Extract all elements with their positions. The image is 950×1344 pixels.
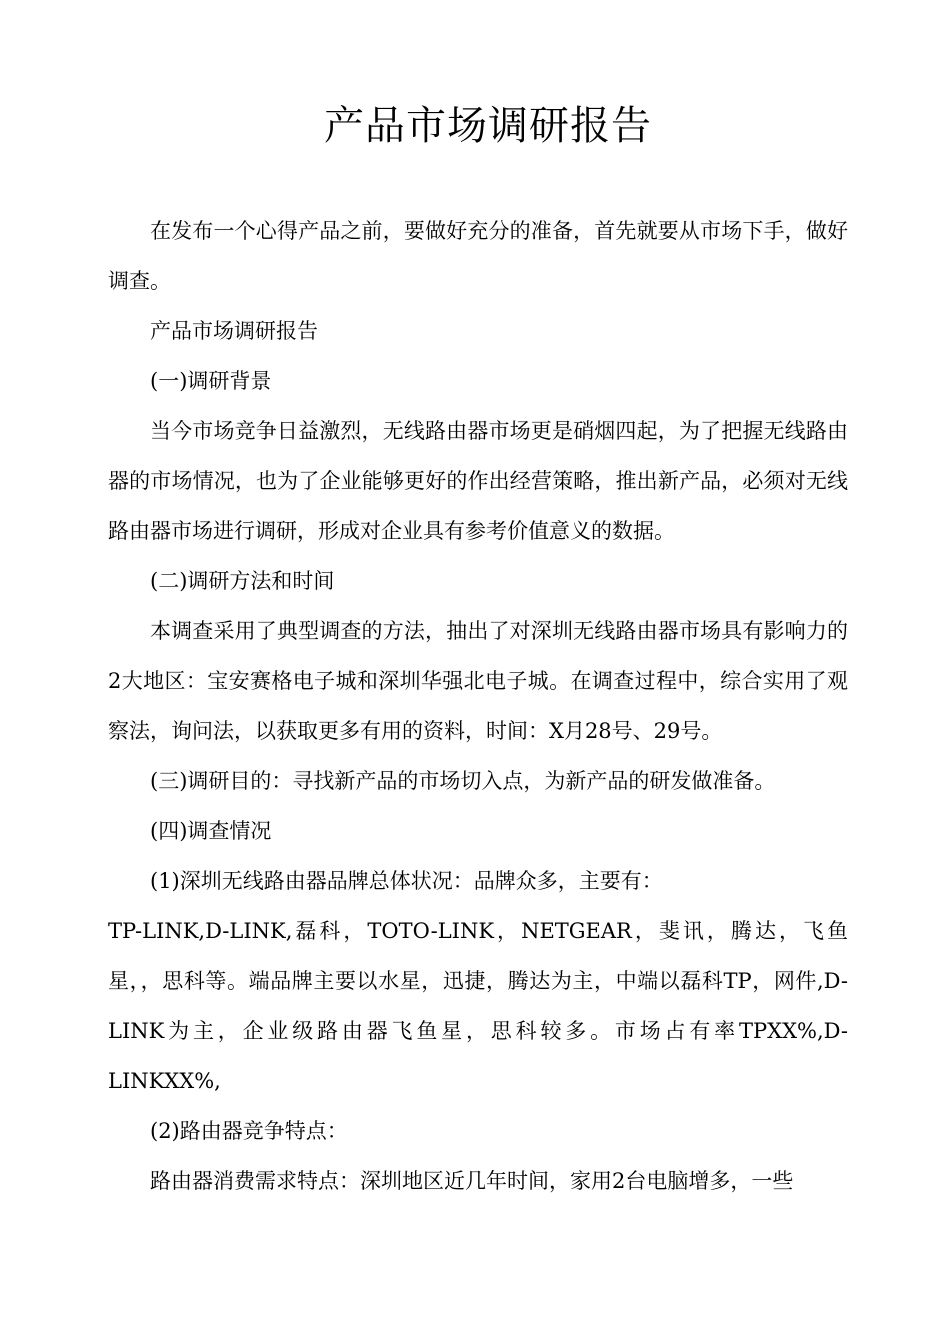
document-title: 产品市场调研报告 <box>324 103 652 149</box>
section-heading-purpose: (三)调研目的：寻找新产品的市场切入点，为新产品的研发做准备。 <box>150 769 776 793</box>
paragraph-method: 本调查采用了典型调查的方法，抽出了对深圳无线路由器市场具有影响力的2大地区：宝安赛格电子城和深圳华强北电子城。在调查过程中，综合实用了观察法，询问法，以获取更多有用的资料，时间：X月28号、29号。 <box>108 619 848 743</box>
paragraph-subtitle: 产品市场调研报告 <box>150 319 318 343</box>
paragraph-competition-heading: (2)路由器竞争特点： <box>150 1119 348 1143</box>
document-body <box>108 206 848 1206</box>
paragraph-brand-overview: (1)深圳无线路由器品牌总体状况：品牌众多，主要有： <box>150 869 663 893</box>
paragraph-brand-list: TP-LINK,D-LINK,磊科，TOTO-LINK，NETGEAR，斐讯，腾达，飞鱼星，，思科等。端品牌主要以水星，迅捷，腾达为主，中端以磊科TP，网件,D-LINK为主，企业级路由器飞鱼星，思科较多。市场占有率TPXX%,D-LINKXX%, <box>108 919 848 1093</box>
paragraph-consumer-demand: 路由器消费需求特点：深圳地区近几年时间，家用2台电脑增多，一些 <box>150 1169 794 1193</box>
paragraph-intro: 在发布一个心得产品之前，要做好充分的准备，首先就要从市场下手，做好调查。 <box>108 219 848 293</box>
section-heading-background: (一)调研背景 <box>150 369 272 393</box>
section-heading-situation: (四)调查情况 <box>150 819 272 843</box>
section-heading-method: (二)调研方法和时间 <box>150 569 335 593</box>
paragraph-background: 当今市场竞争日益激烈，无线路由器市场更是硝烟四起，为了把握无线路由器的市场情况，也为了企业能够更好的作出经营策略，推出新产品，必须对无线路由器市场进行调研，形成对企业具有参考价值意义的数据。 <box>108 419 848 543</box>
